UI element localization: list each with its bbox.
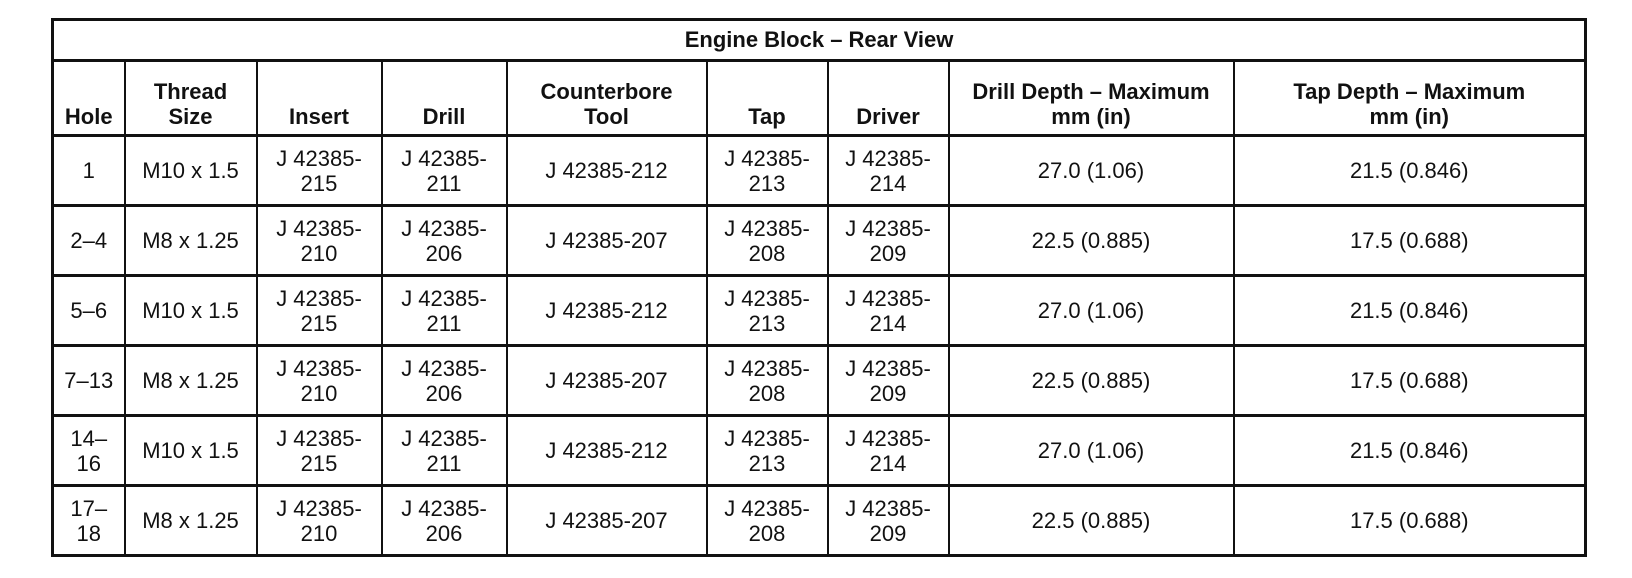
cell-tap-depth bbox=[1234, 416, 1586, 486]
title-row bbox=[53, 20, 1586, 61]
cell-hole-text: 14– 16 bbox=[70, 425, 108, 476]
cell-drill-depth-text: 27.0 (1.06) bbox=[1037, 158, 1145, 183]
cell-drill-text: J 42385- 211 bbox=[401, 145, 487, 196]
cell-counterbore-tool bbox=[507, 276, 707, 346]
header-hole-label: Hole bbox=[64, 104, 113, 129]
cell-drill bbox=[382, 136, 507, 206]
cell-tap bbox=[707, 276, 828, 346]
cell-tap-depth bbox=[1234, 346, 1586, 416]
cell-drill-depth bbox=[949, 276, 1234, 346]
cell-driver-text: J 42385- 214 bbox=[845, 425, 931, 476]
header-tap-depth-label: Tap Depth – Maximum mm (in) bbox=[1293, 79, 1526, 129]
cell-driver-text: J 42385- 209 bbox=[845, 215, 931, 266]
cell-driver-text: J 42385- 209 bbox=[845, 495, 931, 546]
cell-tap-depth bbox=[1234, 206, 1586, 276]
header-tap-depth bbox=[1234, 61, 1586, 136]
cell-hole bbox=[53, 346, 125, 416]
cell-drill bbox=[382, 486, 507, 556]
table-row bbox=[53, 136, 1586, 206]
cell-tap-depth-text: 17.5 (0.688) bbox=[1349, 508, 1469, 533]
cell-hole bbox=[53, 276, 125, 346]
table-row bbox=[53, 486, 1586, 556]
cell-tap-text: J 42385- 213 bbox=[724, 285, 810, 336]
cell-drill bbox=[382, 346, 507, 416]
cell-drill bbox=[382, 416, 507, 486]
cell-tap-depth-text: 21.5 (0.846) bbox=[1349, 158, 1469, 183]
cell-drill-text: J 42385- 206 bbox=[401, 215, 487, 266]
header-hole bbox=[53, 61, 125, 136]
cell-counterbore-tool-text: J 42385-212 bbox=[545, 438, 668, 463]
header-driver bbox=[828, 61, 949, 136]
cell-tap bbox=[707, 346, 828, 416]
cell-insert-text: J 42385- 215 bbox=[276, 425, 362, 476]
cell-tap-depth bbox=[1234, 136, 1586, 206]
cell-drill-depth-text: 22.5 (0.885) bbox=[1031, 508, 1151, 533]
cell-thread-size bbox=[125, 206, 257, 276]
cell-drill bbox=[382, 206, 507, 276]
table-title: Engine Block – Rear View bbox=[53, 20, 1586, 61]
cell-drill-text: J 42385- 206 bbox=[401, 495, 487, 546]
cell-thread-size-text: M10 x 1.5 bbox=[142, 438, 239, 463]
cell-counterbore-tool bbox=[507, 346, 707, 416]
header-thread-size bbox=[125, 61, 257, 136]
cell-drill-depth-text: 22.5 (0.885) bbox=[1031, 368, 1151, 393]
cell-driver bbox=[828, 206, 949, 276]
cell-hole-text: 5–6 bbox=[70, 298, 108, 323]
cell-insert bbox=[257, 416, 382, 486]
header-thread-size-label: Thread Size bbox=[153, 79, 228, 129]
cell-thread-size bbox=[125, 416, 257, 486]
cell-hole bbox=[53, 416, 125, 486]
cell-driver bbox=[828, 486, 949, 556]
cell-thread-size-text: M10 x 1.5 bbox=[142, 298, 239, 323]
cell-driver bbox=[828, 136, 949, 206]
header-tap-label: Tap bbox=[748, 104, 786, 129]
cell-drill-text: J 42385- 211 bbox=[401, 285, 487, 336]
cell-counterbore-tool-text: J 42385-207 bbox=[545, 228, 668, 253]
cell-insert bbox=[257, 486, 382, 556]
cell-tap-depth bbox=[1234, 276, 1586, 346]
header-counterbore-tool bbox=[507, 61, 707, 136]
cell-insert-text: J 42385- 210 bbox=[276, 355, 362, 406]
cell-tap bbox=[707, 416, 828, 486]
cell-insert-text: J 42385- 210 bbox=[276, 215, 362, 266]
cell-insert-text: J 42385- 215 bbox=[276, 145, 362, 196]
cell-hole-text: 7–13 bbox=[64, 368, 114, 393]
header-counterbore-tool-label: Counterbore Tool bbox=[540, 79, 673, 129]
cell-driver-text: J 42385- 214 bbox=[845, 145, 931, 196]
cell-counterbore-tool-text: J 42385-207 bbox=[545, 368, 668, 393]
engine-block-rear-view-table-container bbox=[51, 18, 1584, 557]
header-drill bbox=[382, 61, 507, 136]
cell-counterbore-tool bbox=[507, 416, 707, 486]
cell-hole bbox=[53, 136, 125, 206]
cell-tap-text: J 42385- 213 bbox=[724, 425, 810, 476]
cell-drill-text: J 42385- 211 bbox=[401, 425, 487, 476]
cell-tap-depth bbox=[1234, 486, 1586, 556]
cell-drill-depth-text: 22.5 (0.885) bbox=[1031, 228, 1151, 253]
cell-thread-size-text: M8 x 1.25 bbox=[142, 368, 239, 393]
table-row bbox=[53, 206, 1586, 276]
cell-hole-text: 2–4 bbox=[70, 228, 108, 253]
cell-counterbore-tool bbox=[507, 486, 707, 556]
cell-hole bbox=[53, 486, 125, 556]
cell-insert bbox=[257, 346, 382, 416]
cell-tap bbox=[707, 486, 828, 556]
cell-counterbore-tool-text: J 42385-212 bbox=[545, 158, 668, 183]
cell-driver bbox=[828, 276, 949, 346]
cell-thread-size-text: M8 x 1.25 bbox=[142, 508, 239, 533]
cell-tap bbox=[707, 136, 828, 206]
cell-counterbore-tool-text: J 42385-207 bbox=[545, 508, 668, 533]
cell-insert bbox=[257, 276, 382, 346]
cell-thread-size bbox=[125, 346, 257, 416]
header-insert-label: Insert bbox=[289, 104, 349, 129]
cell-drill-text: J 42385- 206 bbox=[401, 355, 487, 406]
header-drill-depth-label: Drill Depth – Maximum mm (in) bbox=[972, 79, 1210, 129]
table-row bbox=[53, 346, 1586, 416]
cell-tap-text: J 42385- 208 bbox=[724, 495, 810, 546]
cell-tap-text: J 42385- 213 bbox=[724, 145, 810, 196]
table-row bbox=[53, 416, 1586, 486]
cell-driver bbox=[828, 416, 949, 486]
cell-hole-text: 1 bbox=[82, 158, 95, 183]
header-insert bbox=[257, 61, 382, 136]
cell-driver-text: J 42385- 209 bbox=[845, 355, 931, 406]
cell-insert-text: J 42385- 215 bbox=[276, 285, 362, 336]
cell-insert bbox=[257, 136, 382, 206]
cell-insert-text: J 42385- 210 bbox=[276, 495, 362, 546]
cell-tap bbox=[707, 206, 828, 276]
cell-tap-text: J 42385- 208 bbox=[724, 355, 810, 406]
cell-counterbore-tool bbox=[507, 206, 707, 276]
table-row bbox=[53, 276, 1586, 346]
cell-drill-depth bbox=[949, 346, 1234, 416]
engine-block-rear-view-table bbox=[51, 18, 1587, 557]
cell-hole bbox=[53, 206, 125, 276]
header-drill-depth bbox=[949, 61, 1234, 136]
cell-counterbore-tool-text: J 42385-212 bbox=[545, 298, 668, 323]
cell-drill bbox=[382, 276, 507, 346]
cell-drill-depth bbox=[949, 486, 1234, 556]
cell-tap-depth-text: 17.5 (0.688) bbox=[1349, 228, 1469, 253]
header-drill-label: Drill bbox=[422, 104, 466, 129]
cell-thread-size bbox=[125, 486, 257, 556]
cell-driver bbox=[828, 346, 949, 416]
cell-thread-size-text: M8 x 1.25 bbox=[142, 228, 239, 253]
header-tap bbox=[707, 61, 828, 136]
cell-drill-depth-text: 27.0 (1.06) bbox=[1037, 438, 1145, 463]
cell-counterbore-tool bbox=[507, 136, 707, 206]
cell-thread-size-text: M10 x 1.5 bbox=[142, 158, 239, 183]
cell-driver-text: J 42385- 214 bbox=[845, 285, 931, 336]
cell-drill-depth bbox=[949, 416, 1234, 486]
cell-hole-text: 17– 18 bbox=[70, 495, 108, 546]
cell-thread-size bbox=[125, 276, 257, 346]
header-row bbox=[53, 61, 1586, 136]
cell-insert bbox=[257, 206, 382, 276]
table-body bbox=[53, 136, 1586, 556]
header-driver-label: Driver bbox=[856, 104, 920, 129]
cell-tap-depth-text: 17.5 (0.688) bbox=[1349, 368, 1469, 393]
cell-thread-size bbox=[125, 136, 257, 206]
cell-tap-depth-text: 21.5 (0.846) bbox=[1349, 298, 1469, 323]
cell-drill-depth bbox=[949, 136, 1234, 206]
cell-drill-depth bbox=[949, 206, 1234, 276]
cell-tap-depth-text: 21.5 (0.846) bbox=[1349, 438, 1469, 463]
cell-drill-depth-text: 27.0 (1.06) bbox=[1037, 298, 1145, 323]
cell-tap-text: J 42385- 208 bbox=[724, 215, 810, 266]
